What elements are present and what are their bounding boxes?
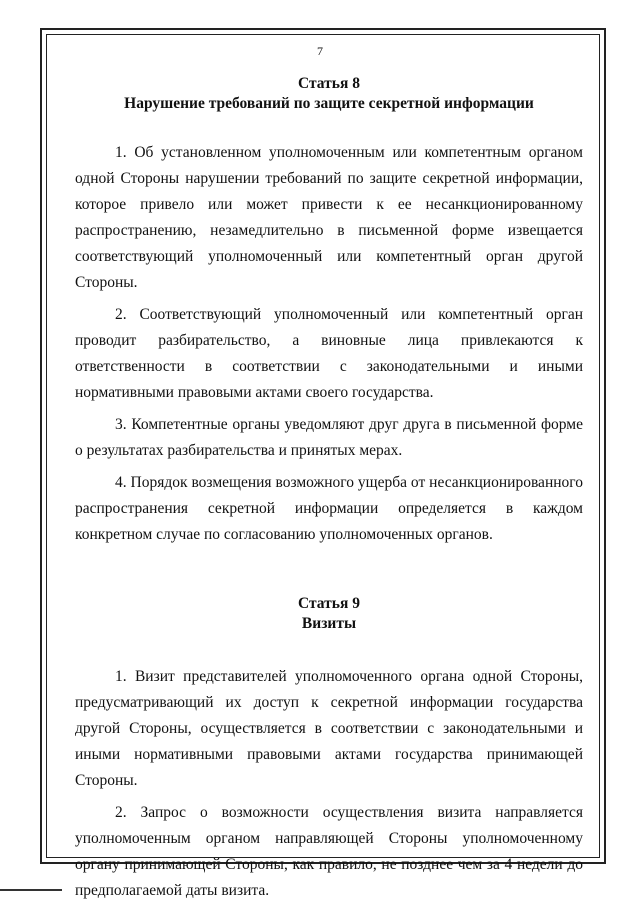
article-8-title: Статья 8 [298,75,360,92]
article-9-paragraph-1: 1. Визит представителей уполномоченного органа одной Стороны, предусматривающий их доступ к секретной информации государства другой Стороны, осуществляется в соответствии с законодательными и иными нормативными правовыми актами государства принимающей Стороны. [75,668,583,789]
article-8-paragraph-2: 2. Соответствующий уполномоченный или компетентный орган проводит разбирательство, а виновные лица привлекаются к ответственности в соответствии с законодательными и иными нормативными правовыми актами своего государства. [75,306,583,401]
article-9-title: Статья 9 [298,595,360,612]
article-9-subtitle: Визиты [301,615,357,632]
scan-edge-mark [0,889,62,891]
article-8-subtitle: Нарушение требований по защите секретной информации [124,95,534,112]
article-8-paragraph-3: 3. Компетентные органы уведомляют друг друга в письменной форме о результатах разбирательства и принятых мерах. [75,416,583,459]
article-9-paragraph-2: 2. Запрос о возможности осуществления визита направляется уполномоченным органом направляющей Стороны уполномоченному органу принимающей Стороны, как правило, не позднее чем за 4 недели до предполагаемой даты визита. [75,804,583,899]
document-body [75,74,583,910]
page-number: 7 [317,44,323,58]
article-8-paragraph-1: 1. Об установленном уполномоченным или компетентным органом одной Стороны нарушении требований по защите секретной информации, которое привело или может привести к ее несанкционированному распространению, незамедлительно в письменной форме извещается соответствующий уполномоченный или компетентный орган другой Стороны. [75,144,583,291]
article-8-paragraph-4: 4. Порядок возмещения возможного ущерба от несанкционированного распространения секретной информации определяется в каждом конкретном случае по согласованию уполномоченных органов. [75,474,583,543]
